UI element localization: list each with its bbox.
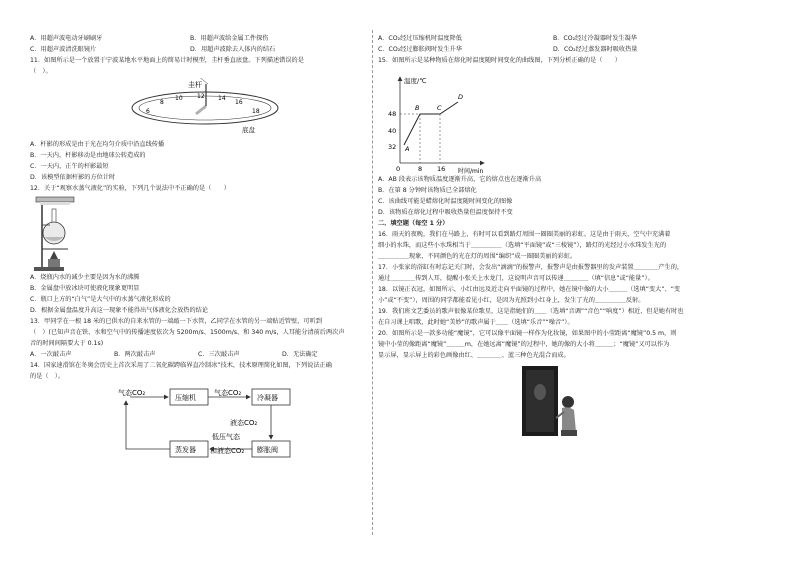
q13-line2: （ ）(已知声音在铁、水和空气中的传播速度依次为 5200m/s、1500m/s、和 340 m/s，人耳能分清前后两次声 [30, 329, 345, 336]
q14-options-row1 [378, 34, 738, 45]
q13-option-c: C．三次敲击声 [198, 351, 240, 358]
q20-line3: 显示屏，显示屏上的彩色画像由红、＿＿＿＿、蓝三种色光混合而成。 [378, 352, 570, 359]
flask-apparatus-figure [30, 195, 368, 273]
point-b: B [415, 104, 420, 112]
point-d: D [458, 93, 464, 101]
q18-line1: 18．以镜正衣冠，如图所示，小红由远及近走向平面镜的过程中，她在镜中像的大小＿＿＿（选填“变大”、“变 [378, 286, 681, 293]
q20-line2: 镜中小莹的像距离“魔镜”＿＿＿m，在她远离“魔镜”的过程中，她的像的大小将＿＿＿；“魔镜”又可以作为 [378, 341, 670, 348]
q19-line2: 在自习课上唱歌，此时她“美妙”的歌声属于＿＿（选填“乐音”“噪音”）。 [378, 319, 574, 326]
q12-option-b: B．金属盘中放冰块可使液化现象更明显 [30, 285, 140, 292]
flow-low2: 和液态CO₂ [210, 447, 245, 455]
q12-option-d: D．根据金属盘温度升高这一现象不能得出气体液化会放热的结论 [30, 307, 209, 314]
q11-stem: 11．如图所示是一个放置于宁波某地水平地面上的简易计时模型，圭杆垂直底盘。下列描述错误的是 [30, 57, 304, 64]
q11-option-a: A．杆影的形成是由于光在均匀介质中沿直线传播 [30, 141, 165, 148]
flow-gas1: 气态CO₂ [118, 389, 146, 397]
co2-flow-diagram [30, 383, 368, 463]
gan-label: 圭杆 [188, 81, 202, 89]
tick-12: 12 [197, 93, 205, 100]
q10-option-d: D．用超声波除去人体内的结石 [190, 46, 276, 53]
q11-option-d: D．该模型依据杆影的方位计时 [30, 174, 116, 181]
graph-x-16: 16 [437, 165, 446, 173]
q13-option-a: A．一次敲击声 [30, 351, 72, 358]
magic-mirror-svg [378, 362, 738, 442]
q10-option-c: C．用超声波清洗眼镜片 [30, 46, 97, 53]
sundial-figure [30, 78, 368, 140]
q12-stem: 12．关于“观察水蒸气液化”的实验，下列几个说法中不正确的是（ ） [30, 185, 230, 192]
graph-y-32: 32 [388, 143, 397, 151]
flask-apparatus-svg [30, 195, 110, 273]
graph-y-40: 40 [388, 127, 397, 135]
graph-x-8: 8 [418, 165, 423, 173]
melting-graph-svg [378, 67, 518, 175]
left-column [30, 34, 368, 463]
flow-condenser: 冷凝器 [257, 394, 278, 402]
flow-valve: 膨胀阀 [257, 446, 278, 454]
q18-line2: 小”或“不变”），周围的同学都能看见小红，是因为光照到小红身上，发生了光的＿＿＿＿＿反射。 [378, 297, 645, 304]
tick-6: 6 [146, 108, 150, 115]
flow-evaporator: 蒸发器 [175, 446, 196, 454]
q16-line1: 16．雨天的夜晚，我们在马路上，有时可以看到路灯周围一圈圈美丽的彩虹。这是由于雨天，空气中充满着 [378, 231, 671, 238]
q14-option-d: D．CO₂经过蒸发器时吸收热量 [553, 46, 638, 53]
q13-options [30, 350, 368, 361]
q16-line3: ＿＿＿＿＿现象，不同颜色的光在灯的周围“编织”成一圈圈美丽的彩虹。 [378, 253, 577, 260]
q15-stem: 15．如图所示是某种物质在熔化时温度随时间变化的曲线图，下列分析正确的是（ ） [378, 57, 621, 64]
q14-option-b: B．CO₂经过冷凝器时发生凝华 [553, 35, 637, 42]
q14-options-row2 [378, 45, 738, 56]
q14-line2: 的是（ ）。 [30, 373, 65, 380]
q14-option-a: A．CO₂经过压缩机时温度降低 [378, 35, 462, 42]
q11-stem-paren: （ ）。 [30, 68, 52, 75]
q15-option-d: D．该物质在熔化过程中吸收热量但温度保持不变 [378, 209, 513, 216]
graph-y-48: 48 [388, 110, 397, 118]
flow-liquid: 液态CO₂ [230, 419, 258, 427]
flow-gas2: 气态CO₂ [214, 389, 242, 397]
q15-option-b: B．在第 8 分钟时该物质已全部熔化 [378, 187, 477, 194]
q14-option-c: C．CO₂经过膨胀阀时发生升华 [378, 46, 463, 53]
graph-ylabel: 温度/℃ [404, 77, 427, 85]
q12-option-c: C．瓶口上方的“白气”是大气中的水蒸气液化形成的 [30, 296, 171, 303]
q15-option-a: A．AB 段表示该物质温度逐渐升高，它的熔点也在逐渐升高 [378, 176, 542, 183]
co2-flow-svg [30, 383, 368, 463]
graph-origin: 0 [396, 165, 401, 173]
tick-18: 18 [252, 108, 260, 115]
section-2-heading: 二、填空题（每空 1 分） [378, 220, 449, 227]
q10-options-row2 [30, 45, 368, 56]
q13-option-d: D．无法确定 [282, 351, 318, 358]
q10-option-a: A．用超声波电动牙刷刷牙 [30, 35, 103, 42]
q13-line1: 13．甲同学在一根 18 米的已供水的自来水管的一端敲一下水管，乙同学在水管的另一端贴近管壁，可听到 [30, 318, 322, 325]
right-column [378, 34, 738, 442]
tick-8: 8 [160, 99, 164, 106]
flow-compressor: 压缩机 [175, 394, 196, 402]
flow-low1: 低压气态 [212, 433, 240, 441]
q17-line2: 通过＿＿＿＿传到人耳，提醒小张关上水龙门，这说明声音可以传递＿＿＿＿（填“信息”或“能量”）。 [378, 275, 654, 282]
q11-option-b: B．一天内，杆影移动是由地球公转造成的 [30, 152, 146, 159]
column-divider [372, 30, 373, 535]
sundial-svg [30, 78, 368, 140]
magic-mirror-figure [378, 362, 738, 442]
q13-option-b: B．两次敲击声 [114, 351, 156, 358]
graph-xlabel: 时间/min [458, 168, 484, 175]
point-c: C [437, 104, 442, 112]
q10-option-b: B．用超声波给金属工件探伤 [190, 35, 269, 42]
q10-options-row1 [30, 34, 368, 45]
q20-line1: 20．如图所示是一款多功能“魔镜”，它可以像平面镜一样作为化妆镜，如果图中的小莹距离“魔镜”0.5 m，则 [378, 330, 677, 337]
base-label: 底盘 [242, 126, 255, 134]
q16-line2: 细小的水珠，而这些小水珠相当于＿＿＿＿＿（选填“平面镜”或“三棱镜”），路灯的光经过小水珠发生光的 [378, 242, 667, 249]
q11-option-c: C．一天内，正午的杆影最短 [30, 163, 109, 170]
tick-14: 14 [218, 95, 226, 102]
point-a: A [405, 145, 410, 153]
tick-10: 10 [175, 95, 183, 102]
melting-graph-figure [378, 67, 738, 175]
tick-16: 16 [235, 99, 243, 106]
q17-line1: 17．小张家的浴缸有时忘记关门时，会发出“滴滴”的报警声，报警声是由报警器里的发声装置＿＿＿＿产生的， [378, 264, 684, 271]
q15-option-c: C．该曲线可能是蜡熔化时温度随时间变化的图像 [378, 198, 513, 205]
q14-line1: 14．国家速滑馆在冬奥会历史上首次采用了二氧化碳跨临界直冷制冰”技术，技术原理简化如图，下列说法正确 [30, 362, 332, 369]
q19-line1: 19．我们班文艺委员的歌声很像某位歌星，这是指她们的＿＿（选填“音调”“音色”“响度”）相近，但是她有时也 [378, 308, 684, 315]
q12-option-a: A．烧瓶内水的减少主要是因为水的沸腾 [30, 274, 140, 281]
q13-line3: 音的时间间隔要大于 0.1s) [30, 340, 104, 347]
